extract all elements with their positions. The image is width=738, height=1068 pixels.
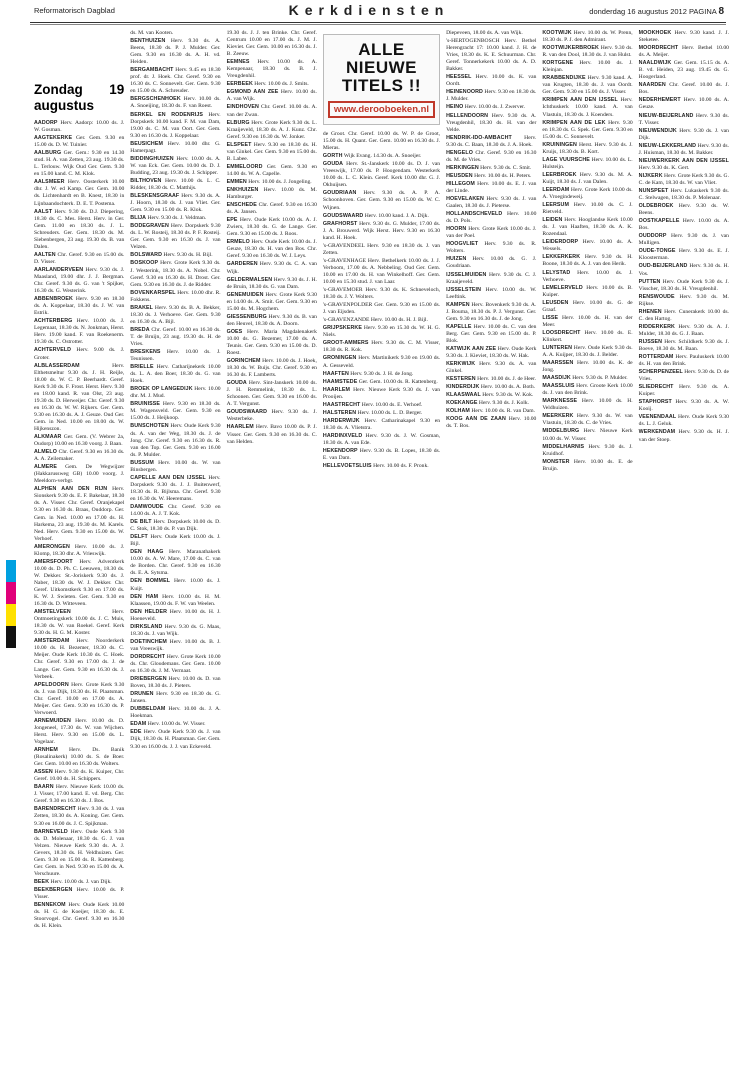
listing-entry: BILTHOVEN Herv. 10.00 ds. L. C. Ridder, 18.30 ds. C. Matthijs.	[130, 177, 221, 191]
listing-body	[323, 131, 440, 470]
listing-body	[639, 30, 729, 444]
listing-entry: BENNEKOM Herv. Oude Kerk 10.00 ds. H. G. de Koeijer, 18.30 ds. E. Stoorvogel. Chr. Geref. 9.30 en 16.30 ds. H. Klein.	[34, 902, 125, 930]
section-title: Kerkdiensten	[288, 2, 450, 18]
listing-entry: GRAFHORST Herv. 9.30 ds. G. Mulder, 17.00 ds. J. A. Brouwerd. Wijk Herst. Herv. 9.30 en 16.30 kand. H. Hoek.	[322, 220, 441, 241]
listing-entry: NIJKERK Herv. Grote Kerk 9.30 ds. G. C. de Kam, 18.30 ds. W. van Vliet.	[638, 172, 729, 186]
listing-entry: MAASDIJK Herv. 9.30 ds. P. Mulder.	[542, 375, 628, 382]
listing-entry: BERGSCHENHOEK Herv. 10.00 ds. A. Snoeijing, 18.30 ds. F. van Roest.	[130, 96, 221, 110]
listing-entry: KOEKANGE Herv. 9.30 ds. J. Kolk.	[446, 400, 530, 407]
listing-entry: AARLANDERVEEN Herv. 9.30 ds. J. Maasland, 19.00 dhr. J. J. Bergman. Chr. Geref. 9.30 ds. G. van 't Spijker, 16.30 ds. G. Westerink.	[34, 266, 125, 295]
listing-entry: BRESKENS Herv. 10.00 ds. J. Teunissen.	[130, 349, 221, 363]
listing-entry: LEKKERKERK Herv. 9.30 ds. H. Boone, 18.30 ds. A. J. van den Herik.	[542, 254, 633, 268]
listing-entry: AALTEN Chr. Geref. 9.30 en 15.00 ds. D. Visser.	[34, 251, 125, 265]
listing-entry: KRABBENDIJKE Herv. 9.30 kand. A. van Krugten, 18.30 ds. J. van Oordt. Ger. Gem. 9.30 en 15.00 ds. J. Visser.	[542, 75, 633, 96]
listing-entry: AALST Herv. 9.30 ds. D.J. Diepering, 18.30 ds. C. Mes. Herst. Herv. in Ger. Gem. 11.00 en 18.30 ds. J. L. Schreuders. Ger. Gem. 18.30 ds. M. Siebenbergen, 23 aug. 19.30 ds. B. van Dalen.	[34, 208, 125, 250]
listing-entry: HOORN Herv. Grote Kerk 10.00 ds. J. van der Poel.	[446, 226, 537, 240]
listing-entry: EMMEN Herv. 10.00 ds. J. Jongeling.	[226, 178, 312, 185]
listing-entry: CAPELLE AAN DEN IJSSEL Herv. Dorpskerk 9.30 ds. J. J. Buitenwerf, 18.30 ds. R. Bijlsma. Chr. Geref. 9.30 en 16.30 ds. W. Heeremans.	[130, 474, 221, 502]
page-header	[0, 0, 738, 22]
listing-entry: HEESSEL Herv. 10.00 ds. K. van Oordt.	[446, 74, 537, 88]
listing-entry: RENSWOUDE Herv. 9.30 ds. M. Rijkse.	[638, 293, 729, 307]
listing-body	[446, 30, 536, 430]
listing-entry: NAALDWIJK Ger. Gem. 15.15 ds. A. B. vd. Heiden, 23 aug. 19.45 ds. G. Hoogerland.	[638, 60, 729, 81]
day-heading: Zondag 19 augustus	[34, 82, 125, 113]
listing-entry: ALKMAAR Ger. Gem. (V. Webrer 2a, Oudorp) 10.00 en 16.30 voorg. J. Baan.	[34, 434, 125, 448]
listing-entry: DRIEBERGEN Herv. 10.00 ds. D. van Boven, 18.30 ds. J. Pieters.	[130, 676, 221, 690]
listing-entry: OUD-BEIJERLAND Herv. 9.30 ds. H. Vos.	[638, 263, 729, 277]
listing-entry: LEERBROEK Herv. 9.30 ds. M. A. Kuijt, 18.30 ds. J. van Dalen.	[542, 171, 633, 185]
ad-url-link[interactable]: www.derooboeken.nl	[328, 101, 435, 118]
listing-entry: 's-HERTOGENBOSCH Herv. Bethel Herengracht 17: 10.00 kand. J. H. de Vries, 18.30 ds. K. E. Schuurman. Chr. Geref. Tonnerkekerk 10.00 ds. A. D. Bakker.	[446, 38, 537, 73]
listing-entry: LISSE Herv. 10.00 ds. H. van der Meer.	[542, 314, 633, 328]
listing-entry: ALMERE Gem. De Wegwijzer (Hakkarussweg GB) 10.00 voorg. J. Meeldorn-verbgt.	[34, 464, 125, 485]
listing-entry: EMMELOORD Ger. Gem. 9.30 en 14.00 ds. W. A. Capelle.	[226, 163, 317, 177]
listing-entry: RIDDERKERK Herv. 9.30 ds. A. J. Mulder, 18.30 ds. G. J. Baan.	[638, 323, 729, 337]
listing-entry: HALSTEREN Herv. 10.00 ds. L. D. Berger.	[322, 409, 423, 416]
listing-entry: ABBENBROEK Herv. 9.30 en 18.30 ds. A. Koppelaar, 18.30 ds. J. W. van Estrik.	[34, 296, 125, 317]
listing-entry: DOETINCHEM Herv. 10.00 ds. B. J. van Vreeswijk.	[130, 638, 221, 652]
listing-entry: ALBLASSERDAM Herv. Elthetsmeltur 9.30 ds. J. H. Reijle, 18.00 ds. W. C. P. Beerhardt. Geref. Kerk 9.30 ds. F. Frost. Herst. Herv. 9.30 en 18.00 kand. R. van Olst, 23 aug. 19.30 ds. D. Herweijer. Chr. Geref. 9.30 en 16.30 ds. W. W. Rijkers. Ger. Gem. 9.30 en 16.30 ds. A. J. Geuze. Oud Ger. Gem. in Ned. 10.00 en 18.00 ds. W. Hijkenszon.	[34, 362, 125, 432]
color-mark	[6, 626, 16, 648]
listing-entry: KESTEREN Herv. 10.00 ds. J. de Heer.	[446, 376, 537, 383]
date-label: donderdag 16 augustus 2012 PAGINA	[589, 7, 717, 16]
listing-entry: KAMPEN Herv. Bovenkerk 9.30 ds. A. J. Bouma, 18.30 ds. P. J. Vergunst. Ger. Gem. 9.30 en 16.30 ds. J. de Jong.	[446, 301, 537, 322]
listing-entry: BUSSUM Herv. 10.00 ds. W. van Binsbergen.	[130, 459, 221, 473]
column-7	[639, 30, 729, 1060]
listing-entry: DRUNEN Herv. 9.30 en 18.30 ds. G. Jansen.	[130, 691, 221, 705]
listing-entry: DEN BOMMEL Herv. 10.00 ds. J. Kuijt.	[130, 578, 221, 592]
color-mark	[6, 582, 16, 604]
listing-entry: NIEUW-BEIJERLAND Herv. 9.30 ds. T. Visser.	[638, 112, 729, 126]
listing-entry: AMSTERDAM Herv. Noorderkerk 10.00 ds. H. Bezemer, 18.30 ds. C. Meijer. Oude Kerk 10.30 ds. C. Hoek. Chr. Geref. 9.30 en 17.00 ds. J. de Lange. Ger. Gem. 9.30 en 16.30 ds. J. Verbeek.	[34, 638, 125, 680]
listing-entry: AALSMEER Herv. Oosterkerk 10.00 dhr. J. W. ed Kamp. Ger. Gem. 10.00 ds. Lichtenhardt en B. Knest, 18.30 in Lijnbaandochterk. D. E. T. Postema.	[34, 179, 125, 207]
listing-entry: 's-GRAVENZANDE Herv. 10.00 ds. H. J. Bijl.	[322, 317, 428, 324]
listing-entry: NIEUWERKERK AAN DEN IJSSEL Herv. 9.30 ds. K. Gert.	[638, 157, 729, 171]
listing-entry: KOLHAM Herv. 10.00 ds. R. van Dam.	[446, 408, 535, 415]
column-3	[227, 30, 317, 1060]
listing-entry: LUNTEREN Herv. Oude Kerk 9.30 ds. A. A. Kuijper, 18.30 ds. J. Belder.	[542, 344, 633, 359]
listing-entry: EPE Herv. Oude Kerk 10.00 ds. A. J. Zwiers, 18.30 ds. G. de Lange. Ger. Gem. 9.30 en 15.00 ds. J. Roos.	[226, 217, 317, 238]
listing-entry: BROEK OP LANGEDIJK Herv. 10.00 dhr. M. J. Mud.	[130, 386, 221, 400]
header-rule-thin	[30, 24, 726, 25]
listing-entry: BREDA Chr. Geref. 10.00 en 16.30 ds. T. de Bruijn, 23 aug. 19.30 ds. H. de Vries.	[130, 326, 221, 347]
publication-name: Reformatorisch Dagblad	[34, 6, 115, 15]
listing-entry: LEERSUM Herv. 10.00 ds. C. J. Rietveld.	[542, 202, 633, 216]
listing-entry: MONSTER Herv. 10.00 ds. E. de Bruijn.	[542, 458, 633, 472]
listing-entry: HEUSDEN Herv. 10.00 ds. H. Peters.	[446, 172, 532, 179]
listing-entry: GENEMUIDEN Herv. Grote Kerk 9.30 en 14.00 ds. A. Smit. Ger. Gem. 9.30 en 15.00 ds. M. Hogchem.	[226, 291, 317, 312]
listing-entry: BARNEVELD Herv. Oude Kerk 9.30 ds. D. Molenaar, 18.30 ds. G. J. van Velzen. Nieuwe Kerk 9.30 ds. A. J. Gevers, 18.30 ds. H. Veldhuizen. Ger. Gem. 9.30 en 15.00 ds. R. Kattenberg. Ger. Gem. in Ned. 9.30 en 15.00 ds. A. Verschuure.	[34, 828, 125, 877]
listing-entry: GRIJPSKERKE Herv. 9.30 en 15.30 ds. W. H. G. Niels.	[322, 325, 441, 339]
color-mark	[6, 560, 16, 582]
listing-entry: DEN HAAG Herv. Maranathakerk 10.00 ds. A. W. Mare, 17.00 ds. C. van de Borden. Chr. Geref. 9.30 en 16.30 ds. E. A. Sytsma.	[130, 549, 221, 577]
listing-entry: LEIDEN Herv. Hooglandse Kerk 10.00 ds. J. van Haaften, 18.30 ds. A. K. Rozendaal.	[542, 217, 633, 238]
listing-entry: GRONINGEN Herv. Martinikerk 9.30 en 19.00 ds. A. Gesseveld.	[322, 355, 441, 369]
listing-body	[34, 120, 124, 930]
listing-entry: MAARSSEN Herv. 10.00 ds. K. de Jong.	[542, 360, 633, 374]
listing-entry: HAASTRECHT Herv. 10.00 ds. E. Verhoef.	[322, 401, 423, 408]
listing-entry: 's-GRAVENDEEL Herv. 9.30 en 18.30 ds. J. van Zetten.	[322, 242, 441, 256]
listing-entry: BEEKBERGEN Herv. 10.00 ds. P. Visser.	[34, 886, 125, 900]
listing-entry: HELLEVOETSLUIS Herv. 10.00 ds. F. Pronk.	[322, 463, 429, 470]
listing-entry: GOES Herv. Maria Magdalenakerk 10.00 ds. G. Bezemer, 17.00 ds. A. Teunis. Ger. Gem. 9.30 en 15.00 ds. D. Roest.	[226, 328, 317, 357]
listing-entry: HAARLEM Herv. Bavo 10.00 ds. P. J. Visser. Ger. Gem. 9.30 en 16.30 ds. C. van Helden.	[226, 424, 317, 445]
listing-entry: KOOG AAN DE ZAAN Herv. 10.00 ds. T. Bos.	[446, 416, 537, 430]
listing-entry: ROTTERDAM Herv. Pauluskerk 10.00 ds. H. van den Brink.	[638, 354, 729, 368]
listing-entry: 19.30 ds. J. J. ten Brinke. Chr. Geref. Centrum 10.00 en 17.00 ds. J. M. J. Kieviet. Ger. Gem. 10.00 en 16.30 ds. J. B. Zeeuw.	[226, 30, 317, 58]
listing-entry: BIDDINGHUIZEN Herv. 10.00 ds. A. W. van Eck. Ger. Gem. 10.00 ds. D. J. Budding, 23 aug. 19.30 ds. J. Schipper.	[130, 155, 221, 176]
listing-entry: MARKNESSE Herv. 10.00 ds. H. Veldhuizen.	[542, 398, 633, 412]
listing-entry: MIDDELHARNIS Herv. 9.30 ds. J. Kruidhof.	[542, 443, 633, 457]
listing-entry: BEUSICHEM Herv. 10.00 dhr. G. Hamerpagt.	[130, 140, 221, 154]
listing-entry: APELDOORN Herv. Grote Kerk 9.30 ds. J. van Dijk, 18.30 ds. H. Plaatsman. Chr. Geref. 10.00 en 17.00 ds. A. Meijer. Ger. Gem. 9.30 en 16.30 ds. P. Verwoerd.	[34, 681, 125, 716]
listing-entry: 's-GRAVEMOER Herv. 9.30 ds. K. Schneveloch, 18.30 ds. J. Y. Wolters.	[322, 287, 441, 301]
listing-entry: 's-GRAVENHAGE Herv. Bethelkerk 10.00 ds. J. J. Verboom, 17.00 ds. A. Nebbeling. Oud Ger. Gem. 10.00 en 17.00 ds. H. van Winkelhoff. Ger. Gem. 10.00 en 15.30 stud. J. van Laar.	[322, 257, 441, 285]
listing-entry: BLIJA Herv. 9.30 ds. J. Veldman.	[130, 215, 207, 222]
listing-entry: DEN HAM Herv. 10.00 ds. H. M. Klaassen, 19.00 ds. F. W. van Weelen.	[130, 593, 221, 607]
listing-entry: KOOTWIJKERBROEK Herv. 9.30 ds. R. van den Dool, 18.30 ds. J. van Hulst.	[542, 45, 633, 59]
listing-entry: ENKHUIZEN Herv. 10.00 ds. M. Hamburger.	[226, 186, 317, 201]
listing-entry: LELYSTAD Herv. 10.00 ds. J. Verhoeve.	[542, 269, 633, 283]
listing-entry: ERMELO Herv. Oude Kerk 10.00 ds. J. Geuze, 18.30 ds. H. van den Bos. Chr. Geref. 9.30 en 16.30 ds. W. J. Leys.	[226, 239, 317, 260]
listing-entry: EGMOND AAN ZEE Herv. 10.00 ds. A. van Wijk.	[226, 89, 317, 103]
print-color-marks	[6, 560, 18, 648]
listing-entry: KORTGENE Herv. 10.00 ds. J. Kleinjan.	[542, 60, 633, 74]
listing-entry: BOSKOOP Herv. Grote Kerk 9.30 ds. J. Westerink, 18.30 ds. A. Nobel. Chr. Geref. 9.30 en 16.30 ds. H. Drost. Ger. Gem. 9.30 en 16.30 ds. J. de Ridder.	[130, 260, 221, 288]
listing-entry: AMERSFOORT Herv. Adventkerk 10.00 ds. D. Ph. C. Leeuwen, 18.30 ds. W. Dekker. St.-Joriskerk 9.30 ds. J. Naber, 18.30 ds. W. J. Dekker. Chr. Geref. Uitkomstkerk 9.30 en 17.00 ds. K. W. J. Swieten. Ger. Gem. 9.30 en 16.30 ds. D. Witteveen.	[34, 558, 125, 608]
listing-entry: IJSSELSTEIN Herv. 10.00 ds. W. Leeftink.	[446, 286, 537, 300]
listing-entry: OUDE-TONGE Herv. 9.30 ds. E. J. Kloosterman.	[638, 248, 729, 262]
listing-entry: de Groot. Chr. Geref. 10.00 ds. W. P. de Groot, 15.00 ds. H. Quant. Ger. Gem. 10.00 en 16.30 ds. J. Mieras.	[322, 131, 441, 152]
listing-entry: ASSEN Herv. 9.30 ds. K. Kuiper, Chr. Geref. 10.00 ds. H. Schippers.	[34, 769, 125, 783]
listing-entry: LEERDAM Herv. Grote Kerk 10.00 ds. A. Vroegindeweij.	[542, 186, 633, 201]
listing-entry: BRAKEL Herv. 9.30 ds. B. A. Bekker, 18.30 ds. J. Verhoeve. Ger. Gem. 9.30 en 16.30 ds. A. Bijl.	[130, 304, 221, 325]
listing-entry: KLAASWAAL Herv. 9.30 ds. W. Kok.	[446, 392, 534, 399]
listing-entry: LOOSDRECHT Herv. 10.00 ds. E. Klinkert.	[542, 329, 633, 343]
listing-entry: HENDRIK-IDO-AMBACHT Herv. 9.30 ds. C. Baan, 18.30 ds. J. A. Hoek.	[446, 134, 537, 148]
listing-entry: EEMNES Herv. 10.00 ds. A. Kempenaar, 18.30 ds. B. J. Vreugdenhil.	[226, 59, 317, 80]
listing-entry: EDAM Herv. 10.00 ds. W. Visser.	[130, 721, 206, 728]
listing-entry: AMSTELVEEN Herv. Ontmoetingskerk 10.00 ds. J. C. Muis, 18.30 ds. W. van Roekel. Geref. Kerk 9.30 ds. H. G. M. Koster.	[34, 609, 125, 637]
listing-entry: MOOKHOEK Herv. 9.30 kand. J. J. Steketee.	[638, 30, 729, 44]
listing-body	[130, 30, 220, 751]
listing-entry: ARNHEM Herv. Ds. Banik (Rosalinakerk) 10.00 ds. S. de Boer. Ger. Gem. 10.00 en 16.30 ds. Wolters.	[34, 747, 125, 768]
listing-entry: GOUDRIAAN Herv. 9.30 ds. A. P. A. Schoonhoven. Ger. Gem. 9.30 en 15.00 ds. W. C. Wijnen.	[322, 190, 441, 211]
listing-entry: MIDDELBURG Herv. Nieuwe Kerk 10.00 ds. W. Visser.	[542, 428, 633, 442]
color-mark	[6, 604, 16, 626]
listing-entry: BRUINISSE Herv. 9.30 en 18.30 ds. M. Wagensveld. Ger. Gem. 9.30 en 15.00 ds. J. Heijkoop.	[130, 401, 221, 422]
listing-entry: NEDERHEMERT Herv. 10.00 ds. A. Geuze.	[638, 97, 729, 111]
listing-body	[542, 30, 632, 473]
listing-entry: HARDINXVELD Herv. 9.30 ds. J. W. Gosman, 18.30 ds. A. van Ede.	[322, 432, 441, 446]
listing-entry: BUNSCHOTEN Herv. Oude Kerk 9.30 ds. A. van der Weg, 18.30 ds. J. de Jong. Chr. Geref. 9.30 en 16.30 ds. R. van den Top. Ger. Gem. 9.30 en 16.00 ds. P. Mulder.	[130, 423, 221, 458]
listing-entry: AAGTEKERKE Ger. Gem. 9.30 en 15.00 ds. D. W. Tuinier.	[34, 135, 125, 149]
listing-entry: DAMWOUDE Chr. Geref. 9.30 en 14.00 ds. A. J. T. Kok.	[130, 504, 221, 518]
listing-entry: EERBEEK Herv. 10.00 ds. J. Smits.	[226, 81, 309, 88]
listing-entry: EDE Herv. Oude Kerk 9.30 ds. J. van Dijk, 18.30 ds. H. Plaatsman. Ger. Gem. 9.30 en 16.00 ds. J. J. van Eckeveld.	[130, 729, 221, 750]
listing-entry: MAASSLUIS Herv. Groote Kerk 10.00 ds. J. van den Brink.	[542, 383, 633, 397]
listing-entry: ALPHEN AAN DEN RIJN Herv. Sionskerk 9.30 ds. E. F. Bakelaar, 18.30 ds. A. Visser. Chr. Geref. Oranjekapel 9.30 en 16.30 ds. Braas, Ouddorp. Ger. Gem. in Ned. 10.00 en 17.00 ds. H. Harkema, 23 aug. 19.30 ds. M. Karels. Ned. Herv. Gem. 9.30 en 15.00 ds. W. Verhoef.	[34, 486, 125, 542]
listing-body	[227, 30, 317, 446]
listing-entry: GORTH Wijk Evang. 14.30 ds. A. Snoeijer.	[322, 153, 422, 160]
listing-entry: LEIDERDORP Herv. 10.00 ds. A. Wessels.	[542, 239, 633, 253]
page-date	[589, 6, 724, 17]
listing-entry: NUNSPEET Herv. Lukaskerk 9.30 ds. C. Stelwagen, 18.30 ds. P. Molenaar.	[638, 187, 729, 202]
listing-entry: GIESSENBURG Herv. 9.30 ds. B. van den Heuvel, 18.30 ds. A. Doorn.	[226, 313, 317, 327]
listing-entry: GELDERMALSEN Herv. 9.30 ds. J. H. de Bruin, 18.30 ds. G. van Dam.	[226, 276, 317, 290]
listing-entry: LEUSDEN Herv. 10.00 ds. G. de Graaf.	[542, 299, 633, 313]
listing-entry: ARNEMUIDEN Herv. 10.00 ds. D. Jongeneel, 17.30 ds. W. van Wijchen. Herst. Herv. 9.30 en 15.00 ds. L. Vogelaar.	[34, 717, 125, 745]
listing-entry: DEN HELDER Herv. 10.00 ds. H. J. Hoeneveld.	[130, 608, 221, 622]
listing-columns	[34, 30, 729, 1060]
listing-entry: BLESKENSGRAAF Herv. 9.30 ds. A. J. Hoorn, 18.30 ds. J. van Vliet. Ger. Gem. 9.30 en 15.00 ds. R. Klok.	[130, 193, 221, 214]
listing-entry: GOUDSWAARD Herv. 9.30 ds. J. Westerbeke.	[226, 409, 317, 423]
listing-entry: KRUININGEN Herst. Herv. 9.30 ds. J. Kruijs, 18.30 ds. B. Kort.	[542, 141, 633, 155]
listing-entry: PUTTEN Herv. Oude Kerk 9.30 ds. J. Visscher, 18.30 ds. H. Vreugdenhil.	[638, 278, 729, 292]
listing-entry: LAGE VUURSCHE Herv. 10.00 ds. L. Hulsteijn.	[542, 156, 633, 170]
listing-entry: HOOGVLIET Herv. 9.30 ds. R. Wolters.	[446, 241, 537, 255]
column-2	[130, 30, 220, 1060]
listing-entry: HAAMSTEDE Ger. Gem. 10.00 ds. R. Kattenberg.	[322, 378, 438, 385]
listing-entry: NAARDEN Chr. Geref. 10.00 ds. J. Bos.	[638, 82, 729, 96]
ad-headline: ALLE NIEUWE TITELS !!	[341, 40, 422, 95]
listing-entry: Diepeveen, 18.00 ds. A. van Wijk.	[446, 30, 523, 36]
listing-entry: KATWIJK AAN ZEE Herv. Oude Kerk 9.30 ds. J. Kieviet, 18.30 ds. W. Hak.	[446, 345, 537, 360]
listing-entry: 's-GRAVENPOLDER Ger. Gem. 9.30 en 15.00 ds. J. van Eijsden.	[322, 302, 441, 316]
header-rule	[30, 22, 726, 23]
listing-entry: AMERONGEN Herv. 10.00 ds. J. Klomp, 18.30 dhr. A. Vrieswijk.	[34, 543, 125, 557]
listing-entry: HELLENDOORN Herv. 9.30 ds. A. Vreugdenhil, 18.30 ds. H. van der Velde.	[446, 112, 537, 133]
listing-entry: HEINO Herv. 10.00 ds. J. Zwerver.	[446, 104, 526, 111]
listing-entry: IJSSELMUIDEN Herv. 9.30 ds. C. J. Kraaijeveld.	[446, 271, 537, 285]
listing-entry: EINDHOVEN Chr. Geref. 10.00 ds. A. van der Zwan.	[226, 104, 317, 118]
listing-entry: HENGELO Chr. Geref. 9.30 en 16.30 ds. M. de Vries.	[446, 149, 537, 163]
listing-entry: HERKINGEN Herv. 9.30 ds. C. Smit.	[446, 164, 532, 171]
listing-entry: BOVENKARSPEL Herv. 10.00 dhr. R. Fokkens.	[130, 289, 221, 303]
listing-entry: AADORP Herv. Aadorp: 10.00 ds. J. W. Gosman.	[34, 120, 125, 134]
listing-entry: BODEGRAVEN Herv. Dorpskerk 9.30 ds. L. W. Rosteij, 18.30 ds. P. F. Rosteij. Ger. Gem. 9.30 en 16.30 ds. J. van Velzen.	[130, 223, 221, 251]
listing-entry: HILLEGOM Herv. 10.00 ds. E. J. van der Linde.	[446, 180, 537, 194]
listing-entry: OLDEBROEK Herv. 9.30 ds. W. Beens.	[638, 203, 729, 217]
listing-entry: SLIEDRECHT Herv. 9.30 ds. A. Kuiper.	[638, 384, 729, 398]
advertisement[interactable]	[323, 34, 440, 125]
listing-entry: HOLLANDSCHEVELD Herv. 10.00 ds. D. Pols.	[446, 211, 537, 225]
listing-entry: GOUDA Herv. Sint-Janskerk 10.00 ds. J. H. Remmelink, 18.30 ds. L. Schoonen. Ger. Gem. 9.30 en 16.00 ds. A. T. Vergunst.	[226, 380, 317, 408]
listing-entry: HARDERWIJK Herv. Catharinakapel 9.30 en 18.30 ds. A. Vlietstra.	[322, 417, 441, 431]
listing-entry: BENTHUIZEN Herv. 9.30 ds. A. Beens, 18.30 ds. P. J. Mulder. Ger. Gem. 9.30 en 16.30 ds. A. H. vd. Heiden.	[130, 38, 221, 66]
listing-entry: ALMELO Chr. Geref. 9.30 en 16.30 ds. A. A. Zeilemaker.	[34, 449, 125, 463]
listing-entry: BEEK Herv. 10.00 ds. J. van Dijk.	[34, 878, 112, 885]
listing-entry: HOEVELAKEN Herv. 9.30 ds. J. van Gaalen, 18.30 ds. J. Pieterse.	[446, 196, 537, 210]
listing-entry: HAAFTEN Herv. 9.30 ds. J. H. de Jong.	[322, 370, 414, 377]
listing-entry: BARENDRECHT Herv. 9.30 ds. J. van Zetten, 18.30 ds. A. Koning. Ger. Gem. 9.30 en 16.00 ds. J. C. Spijkman.	[34, 806, 125, 827]
listing-entry: BAARN Herv. Nieuwe Kerk 10.00 ds. J. Visser, 17.00 kand. E. vd. Berg. Chr. Geref. 9.30 en 16.30 ds. J. Bos.	[34, 784, 125, 805]
listing-entry: KAPELLE Herv. 10.00 ds. C. van den Berg. Ger. Gem. 9.30 en 15.00 ds. P. Blok.	[446, 323, 537, 344]
listing-entry: NIEUW-LEKKERLAND Herv. 9.30 ds. J. Huisman, 18.30 ds. M. Bakker.	[638, 142, 729, 156]
column-6	[542, 30, 632, 1060]
listing-entry: HEINENOORD Herv. 9.30 en 18.30 ds. J. Mulder.	[446, 89, 537, 103]
listing-entry: GORINCHEM Herv. 10.00 ds. J. Hoek, 18.30 ds. W. Buijs. Chr. Geref. 9.30 en 16.30 ds. F. Lamberts.	[226, 358, 317, 379]
listing-entry: DE BILT Herv. Dorpskerk 10.00 ds. D. C. Stok, 18.30 ds. P. van Dijk.	[130, 519, 221, 533]
listing-entry: DELFT Herv. Oude Kerk 10.00 ds. J. Bijl.	[130, 534, 221, 548]
listing-entry: MOORDRECHT Herv. Bethel 10.00 ds. A. Meijer.	[638, 45, 729, 59]
listing-entry: ACHTERBERG Herv. 10.00 ds. J. Legemaat, 18.30 ds. N. Jonkman, Herst. Herv. 19.00 kand. F. van Roekenerm. 19.30 ds. C. Ostrotter.	[34, 318, 125, 346]
listing-entry: STAPHORST Herv. 9.30 ds. A. W. Kooij.	[638, 399, 729, 413]
listing-entry: DIRKSLAND Herv. 9.30 ds. G. Maas, 18.30 ds. J. van Wijk.	[130, 623, 221, 637]
listing-entry: WERKENDAM Herv. 9.30 ds. H. J. van der Stoep.	[638, 429, 729, 443]
listing-entry: ds. M. van Kooten.	[130, 30, 174, 36]
listing-entry: RIJSSEN Herv. Schildkerk 9.30 ds. J. Boeve, 18.30 ds. M. Baan.	[638, 338, 729, 352]
listing-entry: RHENEN Herv. Cunerakerk 10.00 ds. C. den Hartog.	[638, 308, 729, 322]
listing-entry: KOOTWIJK Herv. 10.00 ds. W. Prenn, 18.30 ds. P. J. den Admirant.	[542, 30, 633, 44]
listing-entry: OOSTKAPELLE Herv. 10.00 ds. A. Bos.	[638, 218, 729, 232]
listing-entry: AALBURG Ger. Gem.: 9.30 en 14.30 stud. H. A. van Zetten, 23 aug. 19.30 ds. L. Terlouw. Wijk Oud Ger. Gem. 9.30 en 15.00 kand. C. M. Klok.	[34, 150, 125, 178]
listing-entry: KRIMPEN AAN DE LEK Herv. 9.30 en 18.30 ds. G. Spek. Ger. Gem. 9.30 en 15.00 ds. C. Sonnevelt.	[542, 119, 633, 140]
listing-entry: LEMELERVELD Herv. 10.00 ds. B. Kuiper.	[542, 284, 633, 298]
listing-entry: BOLSWARD Herv. 9.30 ds. H. Bijl.	[130, 252, 213, 259]
listing-entry: OUDDORP Herv. 9.30 ds. J. van Mulligen.	[638, 233, 729, 247]
column-5	[446, 30, 536, 1060]
listing-entry: KRIMPEN AAN DEN IJSSEL Herv. Ichthuskerk 10.00 kand. A. van Vlastuin, 18.30 ds. J. Koenders.	[542, 97, 633, 118]
listing-entry: DUBBELDAM Herv. 10.00 ds. J. A. Hoekman.	[130, 706, 221, 720]
listing-entry: GARDEREN Herv. 9.30 ds. C. A. van Wijk.	[226, 261, 317, 275]
listing-entry: VEENENDAAL Herv. Oude Kerk 9.30 ds. L. J. Geluk.	[638, 414, 729, 428]
listing-entry: ELBURG Herv. Grote Kerk 9.30 ds. L. Kraaijeveld, 18.30 ds. A. J. Kunz. Chr. Geref. 9.30 en 16.30 ds. W. Jonker.	[226, 119, 317, 140]
listing-entry: MEERKERK Herv. 9.30 ds. W. van Vlastuin, 18.30 ds. C. de Vries.	[542, 413, 633, 427]
listing-entry: ELSPEET Herv. 9.30 en 18.30 ds. H. van Ginkel. Ger. Gem. 9.30 en 15.00 ds. B. Labee.	[226, 141, 317, 162]
listing-entry: KERKWIJK Herv. 9.30 ds. A. van Ginkel.	[446, 361, 537, 375]
listing-entry: HUIZEN Herv. 10.00 ds. G. J. Goudriaan.	[446, 256, 537, 270]
listing-entry: HEKENDORP Herv. 9.30 ds. B. Lopes, 18.30 ds. E. van Dam.	[322, 448, 441, 462]
listing-entry: BERGAMBACHT Herv. 9.45 en 18.30 prof. dr. J. Hoek. Chr. Geref. 9.30 en 16.30 ds. C. Sonnevelt. Ger. Gem. 9.30 en 15.00 ds. A. Schreuder.	[130, 67, 221, 95]
column-4	[323, 30, 440, 1060]
listing-entry: KINDERDIJK Herv. 10.00 ds. A. Both.	[446, 384, 536, 391]
listing-entry: DORDRECHT Herv. Grote Kerk 10.00 ds. Chr. Gloudemans. Ger. Gem. 10.00 en 16.30 ds. J. M. Vermaat.	[130, 653, 221, 675]
listing-entry: HAARLEM Herv. Nieuwe Kerk 9.30 ds. J. van Prooijen.	[322, 386, 441, 400]
listing-entry: ENSCHEDE Chr. Geref. 9.30 en 16.30 ds. A. Jansen.	[226, 202, 317, 216]
listing-entry: SCHERPENZEEL Herv. 9.30 ds. D. de Vries.	[638, 369, 729, 383]
listing-entry: GROOT-AMMERS Herv. 9.30 ds. C. M. Visser, 18.30 ds. R. Kok.	[322, 340, 441, 354]
listing-entry: NIEUWENDIJK Herv. 9.30 ds. J. van Dijk.	[638, 127, 729, 141]
listing-entry: GOUDA Herv. St.-Janskerk 10.00 ds. D. J. van Vreeswijk, 17.00 ds. P. Hoogendam. Westerkerk 10.00 ds. L. C. Klein. Geref. Kerk 10.00 dhr. G. J. Okhuijsen.	[322, 161, 441, 189]
listing-entry: BRIELLE Herv. Catharijnekerk 10.00 ds. L. A. den Boer, 18.30 ds. G. van Hoek.	[130, 364, 221, 385]
listing-entry: BERKEL EN RODENRIJS Herv. Dorpskerk 10.00 kand. F. M. van Dam, 19.00 ds. C. M. van Oort. Ger. Gem. 9.30 en 16.30 ds. J. Koppelaar.	[130, 111, 221, 139]
column-1	[34, 30, 124, 1060]
listing-entry: ACHTERVELD Herv. 9.00 ds. J. Groter.	[34, 347, 125, 361]
listing-entry: GOUDSWAARD Herv. 10.00 kand. J. A. Dijk.	[322, 212, 429, 219]
page-number: 8	[718, 6, 724, 17]
